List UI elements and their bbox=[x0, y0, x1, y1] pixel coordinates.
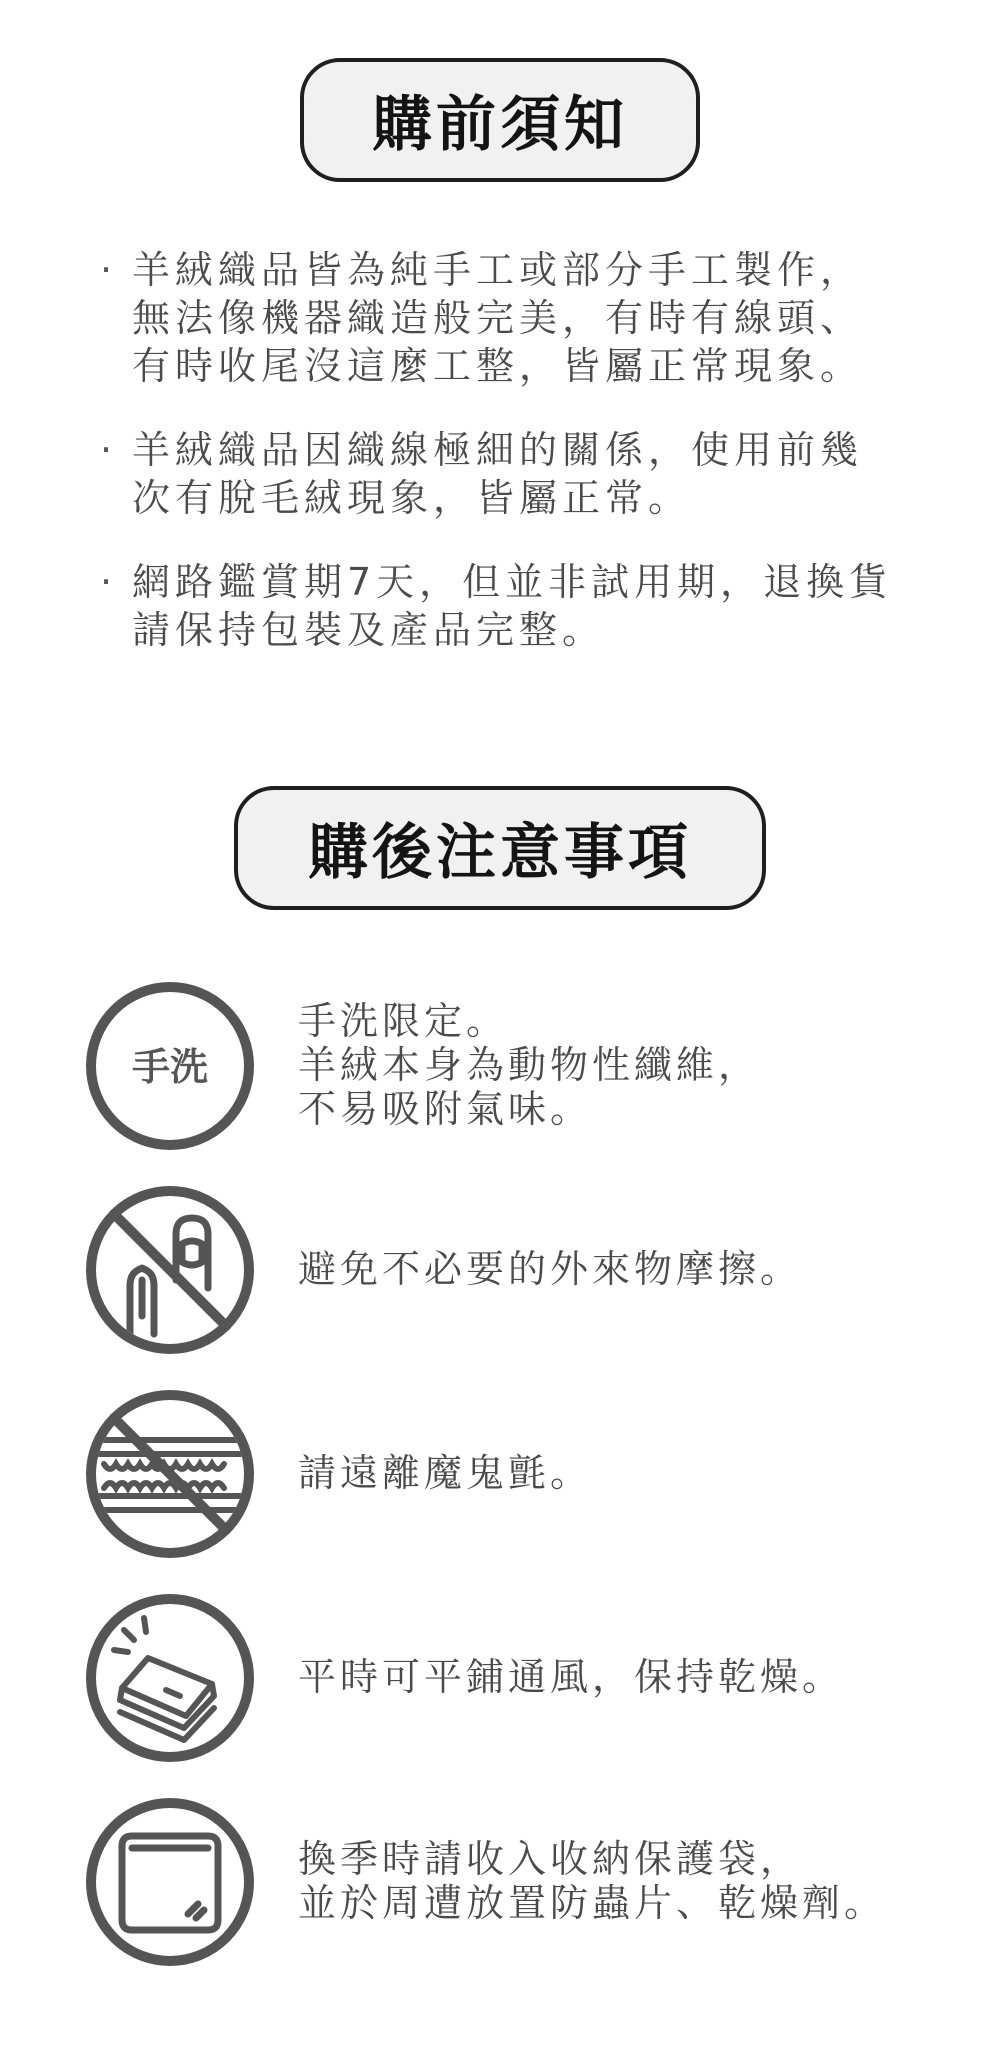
note-line: 羊絨織品因織線極細的關係，使用前幾 bbox=[132, 428, 864, 472]
no-velcro-icon bbox=[84, 1388, 256, 1560]
bullet-dot: · bbox=[100, 560, 113, 604]
care-text bbox=[298, 1655, 844, 1699]
note-item bbox=[100, 558, 920, 654]
care-text bbox=[298, 1451, 592, 1495]
care-line: 不易吸附氣味。 bbox=[298, 1087, 593, 1131]
care-item-lay-flat bbox=[84, 1592, 984, 1762]
note-item bbox=[100, 246, 920, 390]
care-text bbox=[298, 1247, 802, 1291]
care-item-no-velcro bbox=[84, 1388, 984, 1558]
care-item-no-friction bbox=[84, 1184, 984, 1354]
hand-wash-icon bbox=[84, 980, 256, 1152]
care-text bbox=[298, 1837, 886, 1925]
no-friction-icon bbox=[84, 1184, 256, 1356]
note-line: 請保持包裝及產品完整。 bbox=[132, 608, 606, 652]
storage-bag-icon bbox=[84, 1796, 256, 1968]
note-line: 網路鑑賞期7天，但並非試用期，退換貨 bbox=[132, 560, 893, 604]
care-text bbox=[298, 999, 760, 1131]
care-line: 換季時請收入收納保護袋， bbox=[298, 1837, 803, 1881]
before-purchase-title: 購前須知 bbox=[300, 58, 700, 182]
care-line: 平時可平鋪通風，保持乾燥。 bbox=[298, 1655, 845, 1699]
bullet-dot: · bbox=[100, 428, 113, 472]
note-line: 無法像機器織造般完美，有時有線頭、 bbox=[132, 296, 864, 340]
care-line: 手洗限定。 bbox=[298, 999, 509, 1043]
hand-wash-label: 手洗 bbox=[131, 1045, 209, 1089]
note-line: 次有脫毛絨現象，皆屬正常。 bbox=[132, 476, 692, 520]
note-line: 羊絨織品皆為純手工或部分手工製作， bbox=[132, 248, 864, 292]
bullet-dot: · bbox=[100, 248, 113, 292]
before-purchase-notes bbox=[100, 246, 920, 690]
care-item-storage-bag bbox=[84, 1796, 984, 1966]
note-line: 有時收尾沒這麼工整，皆屬正常現象。 bbox=[132, 344, 864, 388]
care-line: 請遠離魔鬼氈。 bbox=[298, 1451, 593, 1495]
care-item-hand-wash bbox=[84, 980, 984, 1150]
note-item bbox=[100, 426, 920, 522]
care-line: 羊絨本身為動物性纖維， bbox=[298, 1043, 761, 1087]
lay-flat-dry-icon bbox=[84, 1592, 256, 1764]
care-line: 避免不必要的外來物摩擦。 bbox=[298, 1247, 803, 1291]
care-line: 並於周遭放置防蟲片、乾燥劑。 bbox=[298, 1881, 887, 1925]
after-purchase-title: 購後注意事項 bbox=[234, 786, 766, 910]
